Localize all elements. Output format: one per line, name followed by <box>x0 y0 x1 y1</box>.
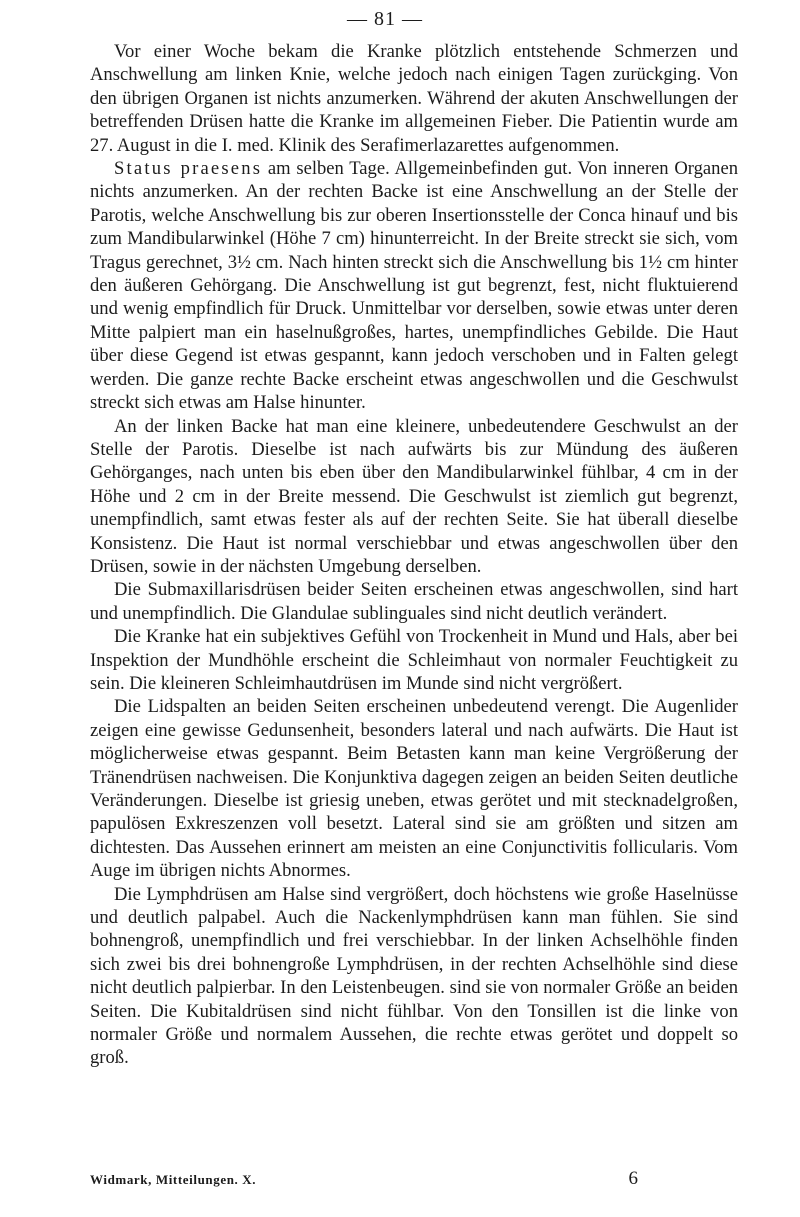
paragraph-3 <box>90 415 738 579</box>
paragraph-5 <box>90 625 738 695</box>
paragraph-1-text: Vor einer Woche bekam die Kranke plötzlich entstehende Schmerzen und Anschwellung am linken Knie, welche jedoch nach einigen Tagen zurückging. Von den übrigen Organen ist nichts anzumerken. Während der akuten Anschwellungen der betreffenden Drüsen hatte die Kranke im allgemeinen Fieber. Die Patientin wurde am 27. August in die I. med. Klinik des Serafimerlazarettes aufgenommen. <box>90 41 738 156</box>
page-footer <box>90 1168 738 1190</box>
paragraph-2-text: am selben Tage. Allgemeinbefinden gut. Von inneren Organen nichts anzumerken. An der rechten Backe ist eine Anschwellung an der Stelle der Parotis, welche Anschwellung bis zur oberen Insertionsstelle der Conca hinauf und bis zum Mandibularwinkel (Höhe 7 cm) hinunterreicht. In der Breite streckt sie sich, vom Tragus gerechnet, 3½ cm. Nach hinten streckt sich die Anschwellung bis 1½ cm hinter den äußeren Gehörgang. Die Anschwellung ist gut begrenzt, fest, nicht fluktuierend und wenig empfindlich für Druck. Unmittelbar vor derselben, sowie etwas unter deren Mitte palpiert man ein haselnußgroßes, hartes, unempfindliches Gebilde. Die Haut über diese Gegend ist etwas gespannt, kann jedoch verschoben und in Falten gelegt werden. Die ganze rechte Backe erscheint etwas angeschwollen und die Geschwulst streckt sich etwas am Halse hinunter. <box>90 158 738 414</box>
paragraph-2 <box>90 157 738 414</box>
paragraph-4 <box>90 578 738 625</box>
body-text <box>90 40 738 1070</box>
paragraph-1 <box>90 40 738 157</box>
paragraph-4-text: Die Submaxillarisdrüsen beider Seiten erscheinen etwas angeschwollen, sind hart und unempfindlich. Die Glandulae sublinguales sind nicht deutlich verändert. <box>90 579 738 624</box>
paragraph-6 <box>90 695 738 882</box>
footer-source: Widmark, Mitteilungen. X. <box>90 1172 257 1187</box>
paragraph-7 <box>90 883 738 1070</box>
paragraph-7-text: Die Lymphdrüsen am Halse sind vergrößert, doch höchstens wie große Haselnüsse und deutlich palpabel. Auch die Nackenlymphdrüsen kann man fühlen. Sie sind bohnengroß, unempfindlich und frei verschiebbar. In der linken Achselhöhle finden sich zwei bis drei bohnengroße Lymphdrüsen, in der rechten Achselhöhle sind diese nicht deutlich palpierbar. In den Leistenbeugen. sind sie von normaler Größe an beiden Seiten. Die Kubitaldrüsen sind nicht fühlbar. Von den Tonsillen ist die linke von normaler Größe und normalem Aussehen, die rechte etwas gerötet und doppelt so groß. <box>90 883 738 1069</box>
paragraph-3-text: An der linken Backe hat man eine kleinere, unbedeutendere Geschwulst an der Stelle der Parotis. Dieselbe ist nach aufwärts bis zur Mündung des äußeren Gehörganges, nach unten bis eben über den Mandibularwinkel fühlbar, 4 cm in der Höhe und 2 cm in der Breite messend. Die Geschwulst ist ziemlich gut begrenzt, unempfindlich, samt etwas fester als auf der rechten Seite. Sie hat überall dieselbe Konsistenz. Die Haut ist normal verschiebbar und etwas angeschwollen über den Drüsen, sowie in der nächsten Umgebung derselben. <box>90 415 738 577</box>
page-number: — 81 — <box>347 8 423 30</box>
status-praesens-heading: Status praesens <box>114 158 263 180</box>
paragraph-6-text: Die Lidspalten an beiden Seiten erscheinen unbedeutend verengt. Die Augenlider zeigen eine gewisse Gedunsenheit, besonders lateral und nach aufwärts. Die Haut ist möglicherweise etwas gespannt. Beim Betasten kann man keine Vergrößerung der Tränendrüsen nachweisen. Die Konjunktiva dagegen zeigen an beiden Seiten deutliche Veränderungen. Dieselbe ist griesig uneben, etwas gerötet und mit stecknadelgroßen, papulösen Exkreszenzen voll besetzt. Lateral sind sie am größten und sitzen am dichtesten. Das Aussehen erinnert am meisten an eine Conjunctivitis follicularis. Vom Auge im übrigen nichts Abnormes. <box>90 696 738 882</box>
footer-signature: 6 <box>628 1168 638 1189</box>
paragraph-5-text: Die Kranke hat ein subjektives Gefühl von Trockenheit in Mund und Hals, aber bei Inspektion der Mundhöhle erscheint die Schleimhaut von normaler Feuchtigkeit zu sein. Die kleineren Schleimhautdrüsen im Munde sind nicht vergrößert. <box>90 626 738 694</box>
